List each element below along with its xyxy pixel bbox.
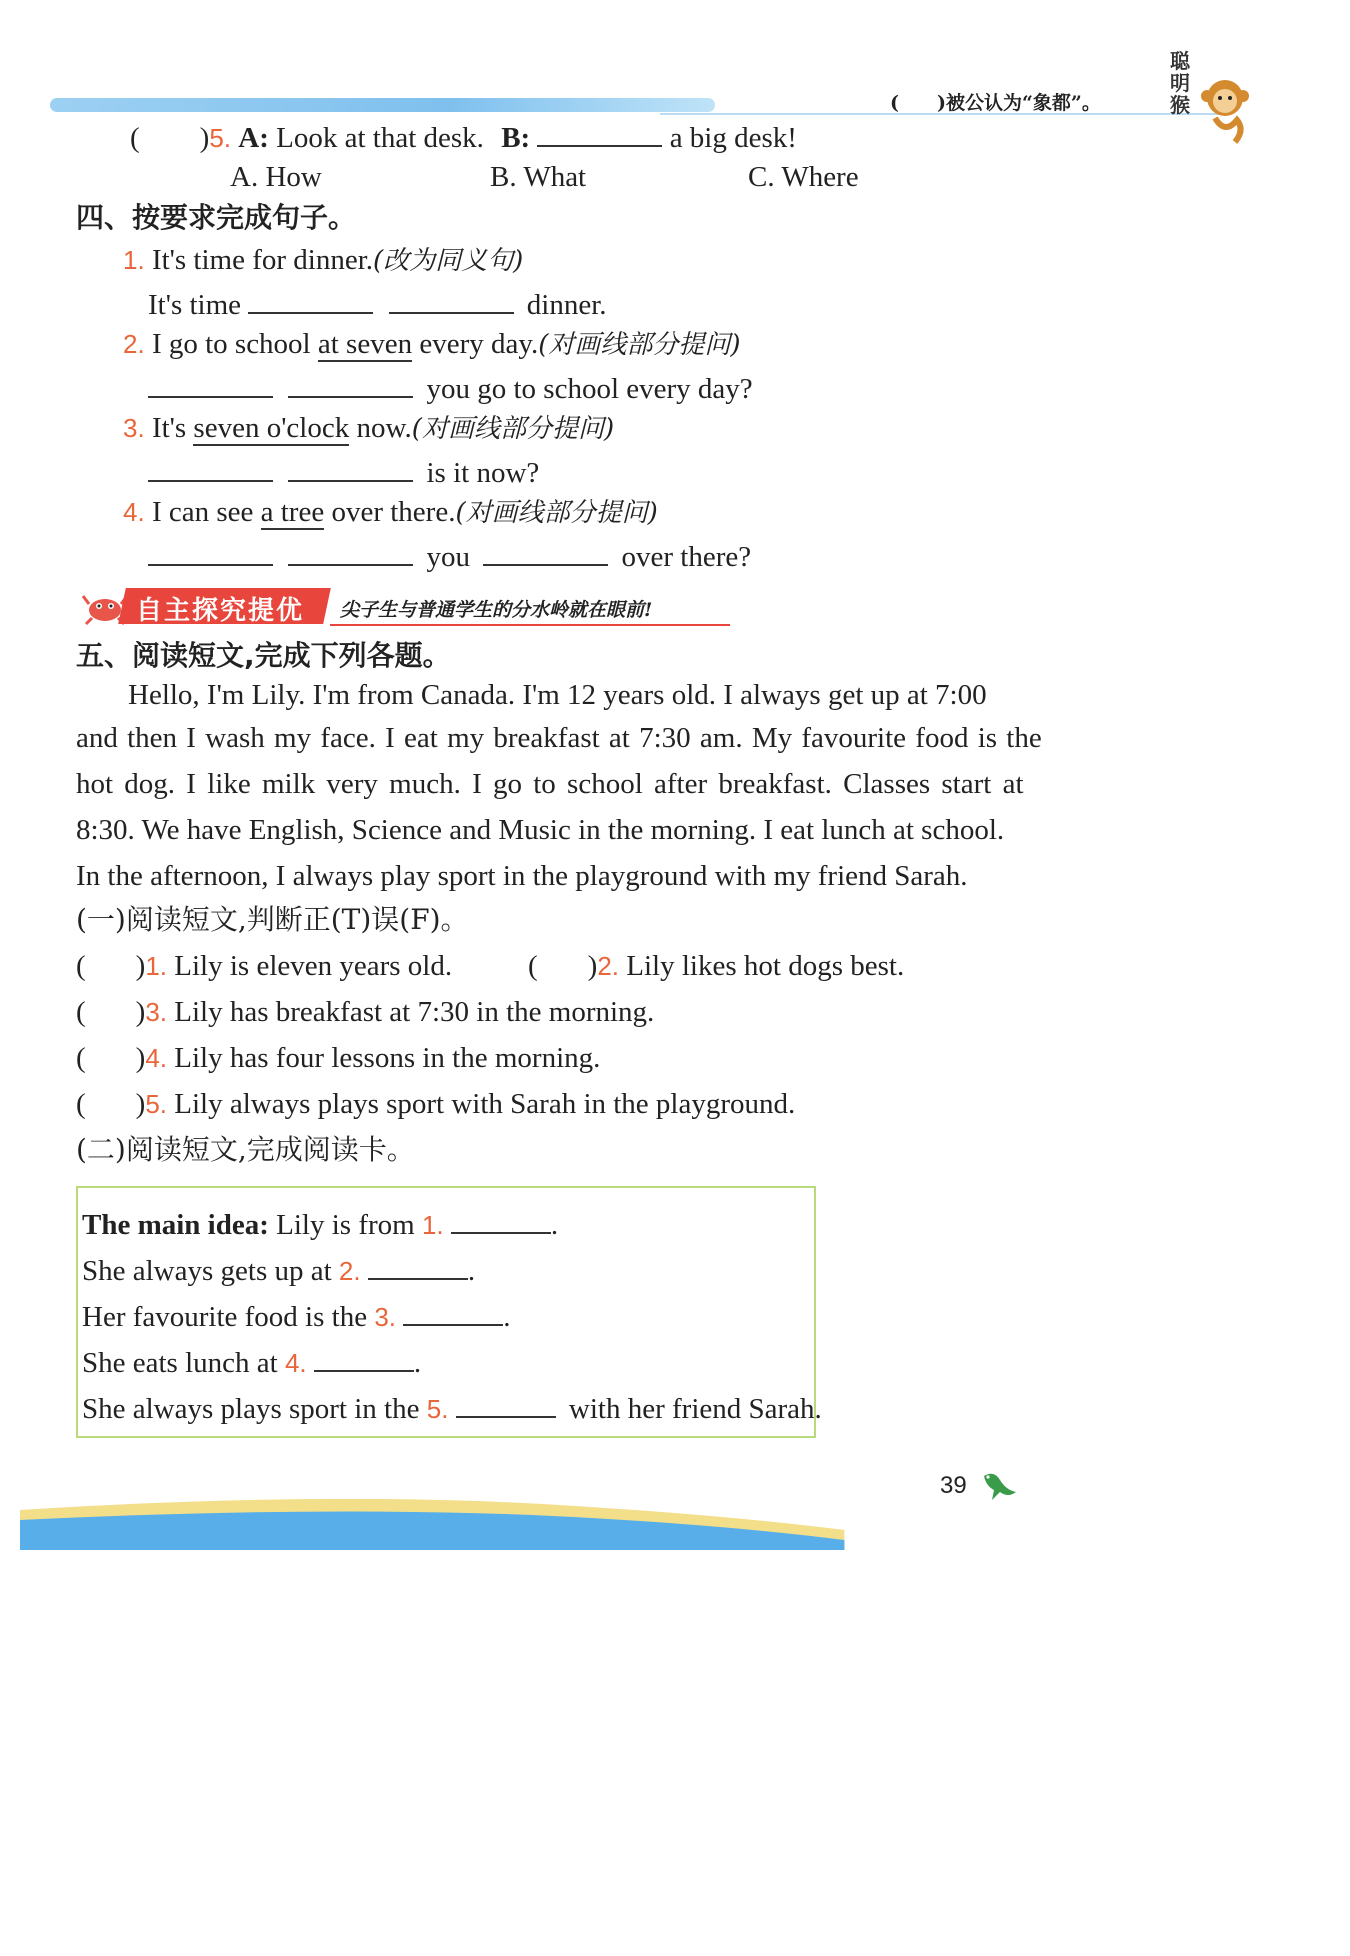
card-row-3 (82, 1294, 511, 1337)
item-sentence-end: now. (349, 412, 412, 444)
item-instruction: (对画线部分提问) (538, 330, 741, 360)
item-instruction: (改为同义句) (373, 246, 524, 276)
answer-paren[interactable]: ( ) (76, 996, 146, 1028)
answer-paren[interactable]: ( ) (76, 1088, 146, 1120)
tf-item-1 (76, 946, 452, 986)
answer-blank[interactable] (288, 450, 413, 482)
item-number: 4. (145, 1043, 168, 1073)
answer-suffix: over there? (621, 541, 752, 573)
underlined-phrase: a tree (260, 496, 325, 528)
passage-line-1: Hello, I'm Lily. I'm from Canada. I'm 12 years old. I always get up at 7:00 (128, 679, 987, 711)
speaker-b-text: a big desk! (669, 122, 797, 154)
card-text: She always plays sport in the (82, 1393, 420, 1425)
tf-item-5 (76, 1084, 795, 1124)
passage-line-2: and then I wash my face. I eat my breakfast at 7:30 am. My favourite food is the (76, 722, 1042, 754)
item-number: 4. (123, 497, 145, 527)
card-text: She always gets up at (82, 1255, 332, 1287)
s4-answer-4 (148, 534, 751, 577)
card-row-1 (82, 1202, 558, 1245)
part-1-title: (一)阅读短文,判断正(T)误(F)。 (76, 903, 469, 936)
card-row-4 (82, 1340, 421, 1383)
item-sentence-end: every day. (412, 328, 539, 360)
answer-blank[interactable] (148, 534, 273, 566)
question-number: 5. (209, 123, 232, 153)
underlined-phrase: at seven (317, 328, 413, 360)
item-number: 3. (123, 413, 145, 443)
s4-answer-1 (148, 282, 607, 325)
card-text-end: . (413, 1347, 422, 1379)
underlined-phrase: seven o'clock (193, 412, 350, 444)
item-sentence: It's (151, 412, 194, 444)
mascot-label: 聪明猴 (1170, 49, 1190, 117)
passage-line-3: hot dog. I like milk very much. I go to school after breakfast. Classes start at (76, 768, 1024, 800)
item-number: 4. (284, 1348, 307, 1378)
answer-suffix: dinner. (526, 289, 607, 321)
card-text-end: . (467, 1255, 476, 1287)
header-note: ( )被公认为“象都”。 (890, 92, 1101, 114)
item-sentence-end: over there. (324, 496, 456, 528)
answer-blank[interactable] (483, 534, 608, 566)
option-b: B. What (490, 161, 587, 193)
card-text: She eats lunch at (82, 1347, 278, 1379)
tf-item-4 (76, 1038, 600, 1078)
answer-blank[interactable] (537, 115, 662, 147)
option-a: A. How (230, 161, 322, 193)
answer-blank[interactable] (389, 282, 514, 314)
tf-item-3 (76, 992, 654, 1032)
answer-paren-close: ) (199, 122, 210, 154)
tf-statement: Lily is eleven years old. (174, 950, 453, 982)
question-5 (130, 115, 797, 158)
answer-blank[interactable] (456, 1386, 556, 1418)
s4-item-2 (123, 324, 741, 365)
item-number: 5. (145, 1089, 168, 1119)
speaker-a-text: Look at that desk. (276, 122, 484, 154)
answer-blank[interactable] (451, 1202, 551, 1234)
item-sentence: It's time for dinner. (151, 244, 374, 276)
item-number: 5. (426, 1394, 449, 1424)
card-text: Lily is from (276, 1209, 415, 1241)
s4-answer-3 (148, 450, 539, 493)
passage-line-5: In the afternoon, I always play sport in the playground with my friend Sarah. (76, 860, 968, 892)
reading-card (76, 1186, 822, 1438)
section-5-title: 五、阅读短文,完成下列各题。 (76, 639, 451, 672)
item-number: 1. (123, 245, 145, 275)
tf-statement: Lily has breakfast at 7:30 in the morning. (174, 996, 655, 1028)
item-number: 3. (145, 997, 168, 1027)
answer-suffix: you go to school every day? (426, 373, 753, 405)
part-2-title: (二)阅读短文,完成阅读卡。 (76, 1133, 415, 1166)
card-row-5 (82, 1386, 822, 1429)
section-banner (80, 586, 720, 628)
answer-blank[interactable] (148, 366, 273, 398)
section-4-title: 四、按要求完成句子。 (76, 201, 357, 234)
answer-blank[interactable] (314, 1340, 414, 1372)
item-number: 1. (145, 951, 168, 981)
answer-blank[interactable] (288, 534, 413, 566)
answer-paren[interactable]: ( ) (76, 1042, 146, 1074)
option-c: C. Where (748, 161, 859, 193)
passage-line-4: 8:30. We have English, Science and Music in the morning. I eat lunch at school. (76, 814, 1005, 846)
card-text: Her favourite food is the (82, 1301, 368, 1333)
answer-blank[interactable] (403, 1294, 503, 1326)
page-number: 39 (940, 1472, 967, 1499)
tf-item-2 (528, 946, 904, 986)
answer-paren[interactable]: ( ) (528, 950, 598, 982)
item-sentence: I can see (151, 496, 261, 528)
card-row-2 (82, 1248, 475, 1291)
footer-wave (20, 1490, 1060, 1550)
banner-title: 自主探究提优 (136, 596, 305, 626)
item-number: 2. (123, 329, 145, 359)
banner-slogan: 尖子生与普通学生的分水岭就在眼前! (340, 599, 653, 621)
answer-blank[interactable] (368, 1248, 468, 1280)
s4-item-1 (123, 240, 523, 281)
s4-item-3 (123, 408, 614, 449)
header-stripe (50, 98, 715, 112)
tf-statement: Lily likes hot dogs best. (626, 950, 905, 982)
item-number: 1. (421, 1210, 444, 1240)
item-sentence: I go to school (151, 328, 318, 360)
tf-statement: Lily has four lessons in the morning. (174, 1042, 601, 1074)
card-text-end: with her friend Sarah. (568, 1393, 822, 1425)
workbook-page (20, 20, 1332, 1940)
speaker-a: A: (238, 122, 269, 154)
item-instruction: (对画线部分提问) (411, 414, 615, 444)
answer-blank[interactable] (248, 282, 373, 314)
item-instruction: (对画线部分提问) (455, 498, 658, 528)
answer-middle: you (426, 541, 470, 573)
card-text-end: . (550, 1209, 559, 1241)
speaker-b: B: (501, 122, 531, 154)
answer-blank[interactable] (148, 450, 273, 482)
s4-answer-2 (148, 366, 753, 409)
answer-blank[interactable] (288, 366, 413, 398)
tf-statement: Lily always plays sport with Sarah in the playground. (174, 1088, 796, 1120)
answer-paren-open: ( (130, 122, 140, 154)
answer-prefix: It's time (148, 289, 242, 321)
card-text-end: . (503, 1301, 511, 1333)
answer-suffix: is it now? (426, 457, 540, 489)
answer-paren[interactable]: ( ) (76, 950, 146, 982)
item-number: 3. (374, 1302, 397, 1332)
item-number: 2. (597, 951, 620, 981)
item-number: 2. (338, 1256, 361, 1286)
s4-item-4 (123, 492, 658, 533)
main-idea-label: The main idea: (82, 1209, 269, 1241)
